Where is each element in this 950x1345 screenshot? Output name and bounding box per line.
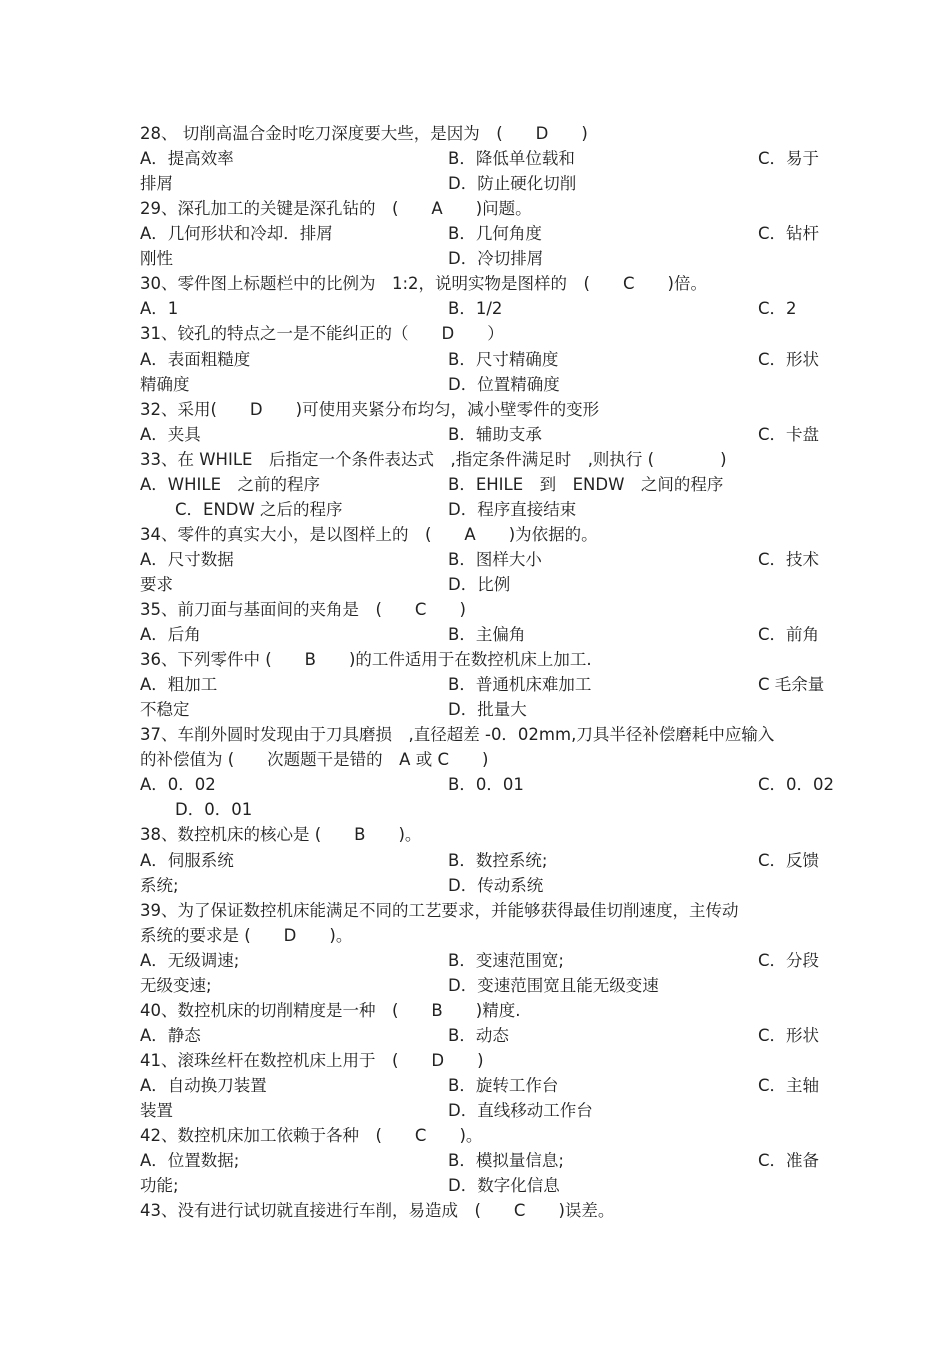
line-text: 系统; <box>140 875 179 895</box>
option-text: C．技术 <box>758 549 820 569</box>
line-text: 不稳定 <box>140 700 190 720</box>
line-text: 无级变速; <box>140 975 212 995</box>
line-text: A．几何形状和冷却．排屑 <box>140 224 333 244</box>
text-line <box>0 271 950 296</box>
option-text: B．数控系统; <box>448 850 548 870</box>
line-text: 的补偿值为 ( 次题题干是错的 A 或 C ) <box>140 750 489 770</box>
line-text: A．无级调速; <box>140 950 240 970</box>
text-line <box>0 1148 950 1173</box>
text-line <box>0 547 950 572</box>
option-text: C 毛余量 <box>758 675 825 695</box>
line-text: 要求 <box>140 574 173 594</box>
text-line <box>0 422 950 447</box>
line-text: D．0．01 <box>175 800 253 820</box>
line-text: 34、零件的真实大小，是以图样上的 ( A )为依据的。 <box>140 524 598 544</box>
text-line <box>0 923 950 948</box>
line-text: 36、下列零件中 ( B )的工件适用于在数控机床上加工. <box>140 650 592 670</box>
option-text: B．降低单位载和 <box>448 149 575 169</box>
option-text: B．图样大小 <box>448 549 542 569</box>
text-line <box>0 1123 950 1148</box>
text-line <box>0 672 950 697</box>
option-text: B．1/2 <box>448 299 503 319</box>
line-text: 40、数控机床的切削精度是一种 ( B )精度. <box>140 1000 521 1020</box>
option-text: D．防止硬化切削 <box>448 174 577 194</box>
option-text: B．旋转工作台 <box>448 1075 559 1095</box>
line-text: C．ENDW 之后的程序 <box>175 499 343 519</box>
option-text: B．辅助支承 <box>448 424 542 444</box>
line-text: 31、铰孔的特点之一是不能纠正的（ D ） <box>140 324 504 344</box>
option-text: C．分段 <box>758 950 820 970</box>
text-line <box>0 146 950 171</box>
option-text: C．卡盘 <box>758 424 820 444</box>
text-line <box>0 722 950 747</box>
text-line <box>0 697 950 722</box>
text-line <box>0 472 950 497</box>
text-line <box>0 597 950 622</box>
text-line <box>0 397 950 422</box>
line-text: 37、车削外圆时发现由于刀具磨损 ,直径超差 -0．02mm,刀具半径补偿磨耗中应输入 <box>140 725 775 745</box>
text-line <box>0 372 950 397</box>
text-line <box>0 246 950 271</box>
line-text: 排屑 <box>140 174 173 194</box>
text-line <box>0 121 950 146</box>
text-line <box>0 848 950 873</box>
line-text: A．自动换刀装置 <box>140 1075 267 1095</box>
line-text: 39、为了保证数控机床能满足不同的工艺要求，并能够获得最佳切削速度，主传动 <box>140 900 739 920</box>
option-text: C．0．02 <box>758 775 835 795</box>
line-text: 28、 切削高温合金时吃刀深度要大些，是因为 ( D ) <box>140 124 588 143</box>
option-text: D．变速范围宽且能无级变速 <box>448 975 659 995</box>
option-text: D．比例 <box>448 574 511 594</box>
line-text: 刚性 <box>140 249 173 269</box>
option-text: D．程序直接结束 <box>448 499 577 519</box>
option-text: B．变速范围宽; <box>448 950 564 970</box>
text-line <box>0 1098 950 1123</box>
option-text: C．形状 <box>758 1025 820 1045</box>
text-line <box>0 196 950 221</box>
option-text: D．传动系统 <box>448 875 544 895</box>
line-text: 42、数控机床加工依赖于各种 ( C )。 <box>140 1126 483 1145</box>
text-line <box>0 347 950 372</box>
line-text: 33、在 WHILE 后指定一个条件表达式 ,指定条件满足时 ,则执行 ( ) <box>140 449 727 469</box>
text-line <box>0 1173 950 1198</box>
text-line <box>0 772 950 797</box>
option-text: C．形状 <box>758 349 820 369</box>
option-text: D．数字化信息 <box>448 1176 560 1196</box>
line-text: 系统的要求是 ( D )。 <box>140 925 353 945</box>
line-text: A．位置数据; <box>140 1151 240 1170</box>
text-line <box>0 948 950 973</box>
line-text: 30、零件图上标题栏中的比例为 1:2，说明实物是图样的 ( C )倍。 <box>140 274 707 294</box>
text-line <box>0 497 950 522</box>
text-line <box>0 522 950 547</box>
option-text: B．几何角度 <box>448 224 542 244</box>
line-text: 32、采用( D )可使用夹紧分布均匀，减小壁零件的变形 <box>140 399 600 419</box>
option-text: C．钻杆 <box>758 224 820 244</box>
text-line <box>0 296 950 321</box>
text-line <box>0 321 950 346</box>
option-text: D．直线移动工作台 <box>448 1101 593 1120</box>
line-text: 装置 <box>140 1101 173 1120</box>
line-text: 35、前刀面与基面间的夹角是 ( C ) <box>140 600 466 619</box>
text-line <box>0 797 950 822</box>
text-line <box>0 973 950 998</box>
line-text: A．0．02 <box>140 775 216 795</box>
line-text: A．WHILE 之前的程序 <box>140 474 320 494</box>
option-text: B．模拟量信息; <box>448 1151 564 1170</box>
text-line <box>0 747 950 772</box>
option-text: B．EHILE 到 ENDW 之间的程序 <box>448 474 724 494</box>
line-text: A．1 <box>140 299 179 319</box>
text-line <box>0 221 950 246</box>
text-line <box>0 1073 950 1098</box>
line-text: 精确度 <box>140 374 190 394</box>
option-text: D．冷切排屑 <box>448 249 544 269</box>
line-text: A．伺服系统 <box>140 850 234 870</box>
option-text: B．0．01 <box>448 775 524 795</box>
option-text: C．2 <box>758 299 797 319</box>
text-line <box>0 572 950 597</box>
line-text: 功能; <box>140 1176 179 1196</box>
text-line <box>0 447 950 472</box>
option-text: B．主偏角 <box>448 625 526 644</box>
option-text: C．前角 <box>758 625 820 644</box>
option-text: C．准备 <box>758 1151 820 1170</box>
text-line <box>0 647 950 672</box>
text-line <box>0 998 950 1023</box>
option-text: B．动态 <box>448 1025 509 1045</box>
line-text: A．尺寸数据 <box>140 549 234 569</box>
option-text: B．普通机床难加工 <box>448 675 592 695</box>
option-text: C．反馈 <box>758 850 820 870</box>
text-line <box>0 1198 950 1223</box>
line-text: A．提高效率 <box>140 149 234 169</box>
text-line <box>0 873 950 898</box>
line-text: A．静态 <box>140 1025 201 1045</box>
text-line <box>0 1023 950 1048</box>
option-text: B．尺寸精确度 <box>448 349 559 369</box>
option-text: D．位置精确度 <box>448 374 560 394</box>
option-text: D．批量大 <box>448 700 527 720</box>
line-text: 41、滚珠丝杆在数控机床上用于 ( D ) <box>140 1050 484 1070</box>
line-text: 38、数控机床的核心是 ( B )。 <box>140 825 422 845</box>
line-text: A．夹具 <box>140 424 201 444</box>
option-text: C．主轴 <box>758 1075 820 1095</box>
option-text: C．易于 <box>758 149 820 169</box>
text-line <box>0 822 950 847</box>
line-text: 29、深孔加工的关键是深孔钻的 ( A )问题。 <box>140 199 532 219</box>
line-text: A．粗加工 <box>140 675 218 695</box>
text-line <box>0 898 950 923</box>
text-line <box>0 622 950 647</box>
line-text: 43、没有进行试切就直接进行车削，易造成 ( C )误差。 <box>140 1201 615 1221</box>
line-text: A．表面粗糙度 <box>140 349 251 369</box>
text-line <box>0 1048 950 1073</box>
text-line <box>0 171 950 196</box>
line-text: A．后角 <box>140 625 201 644</box>
